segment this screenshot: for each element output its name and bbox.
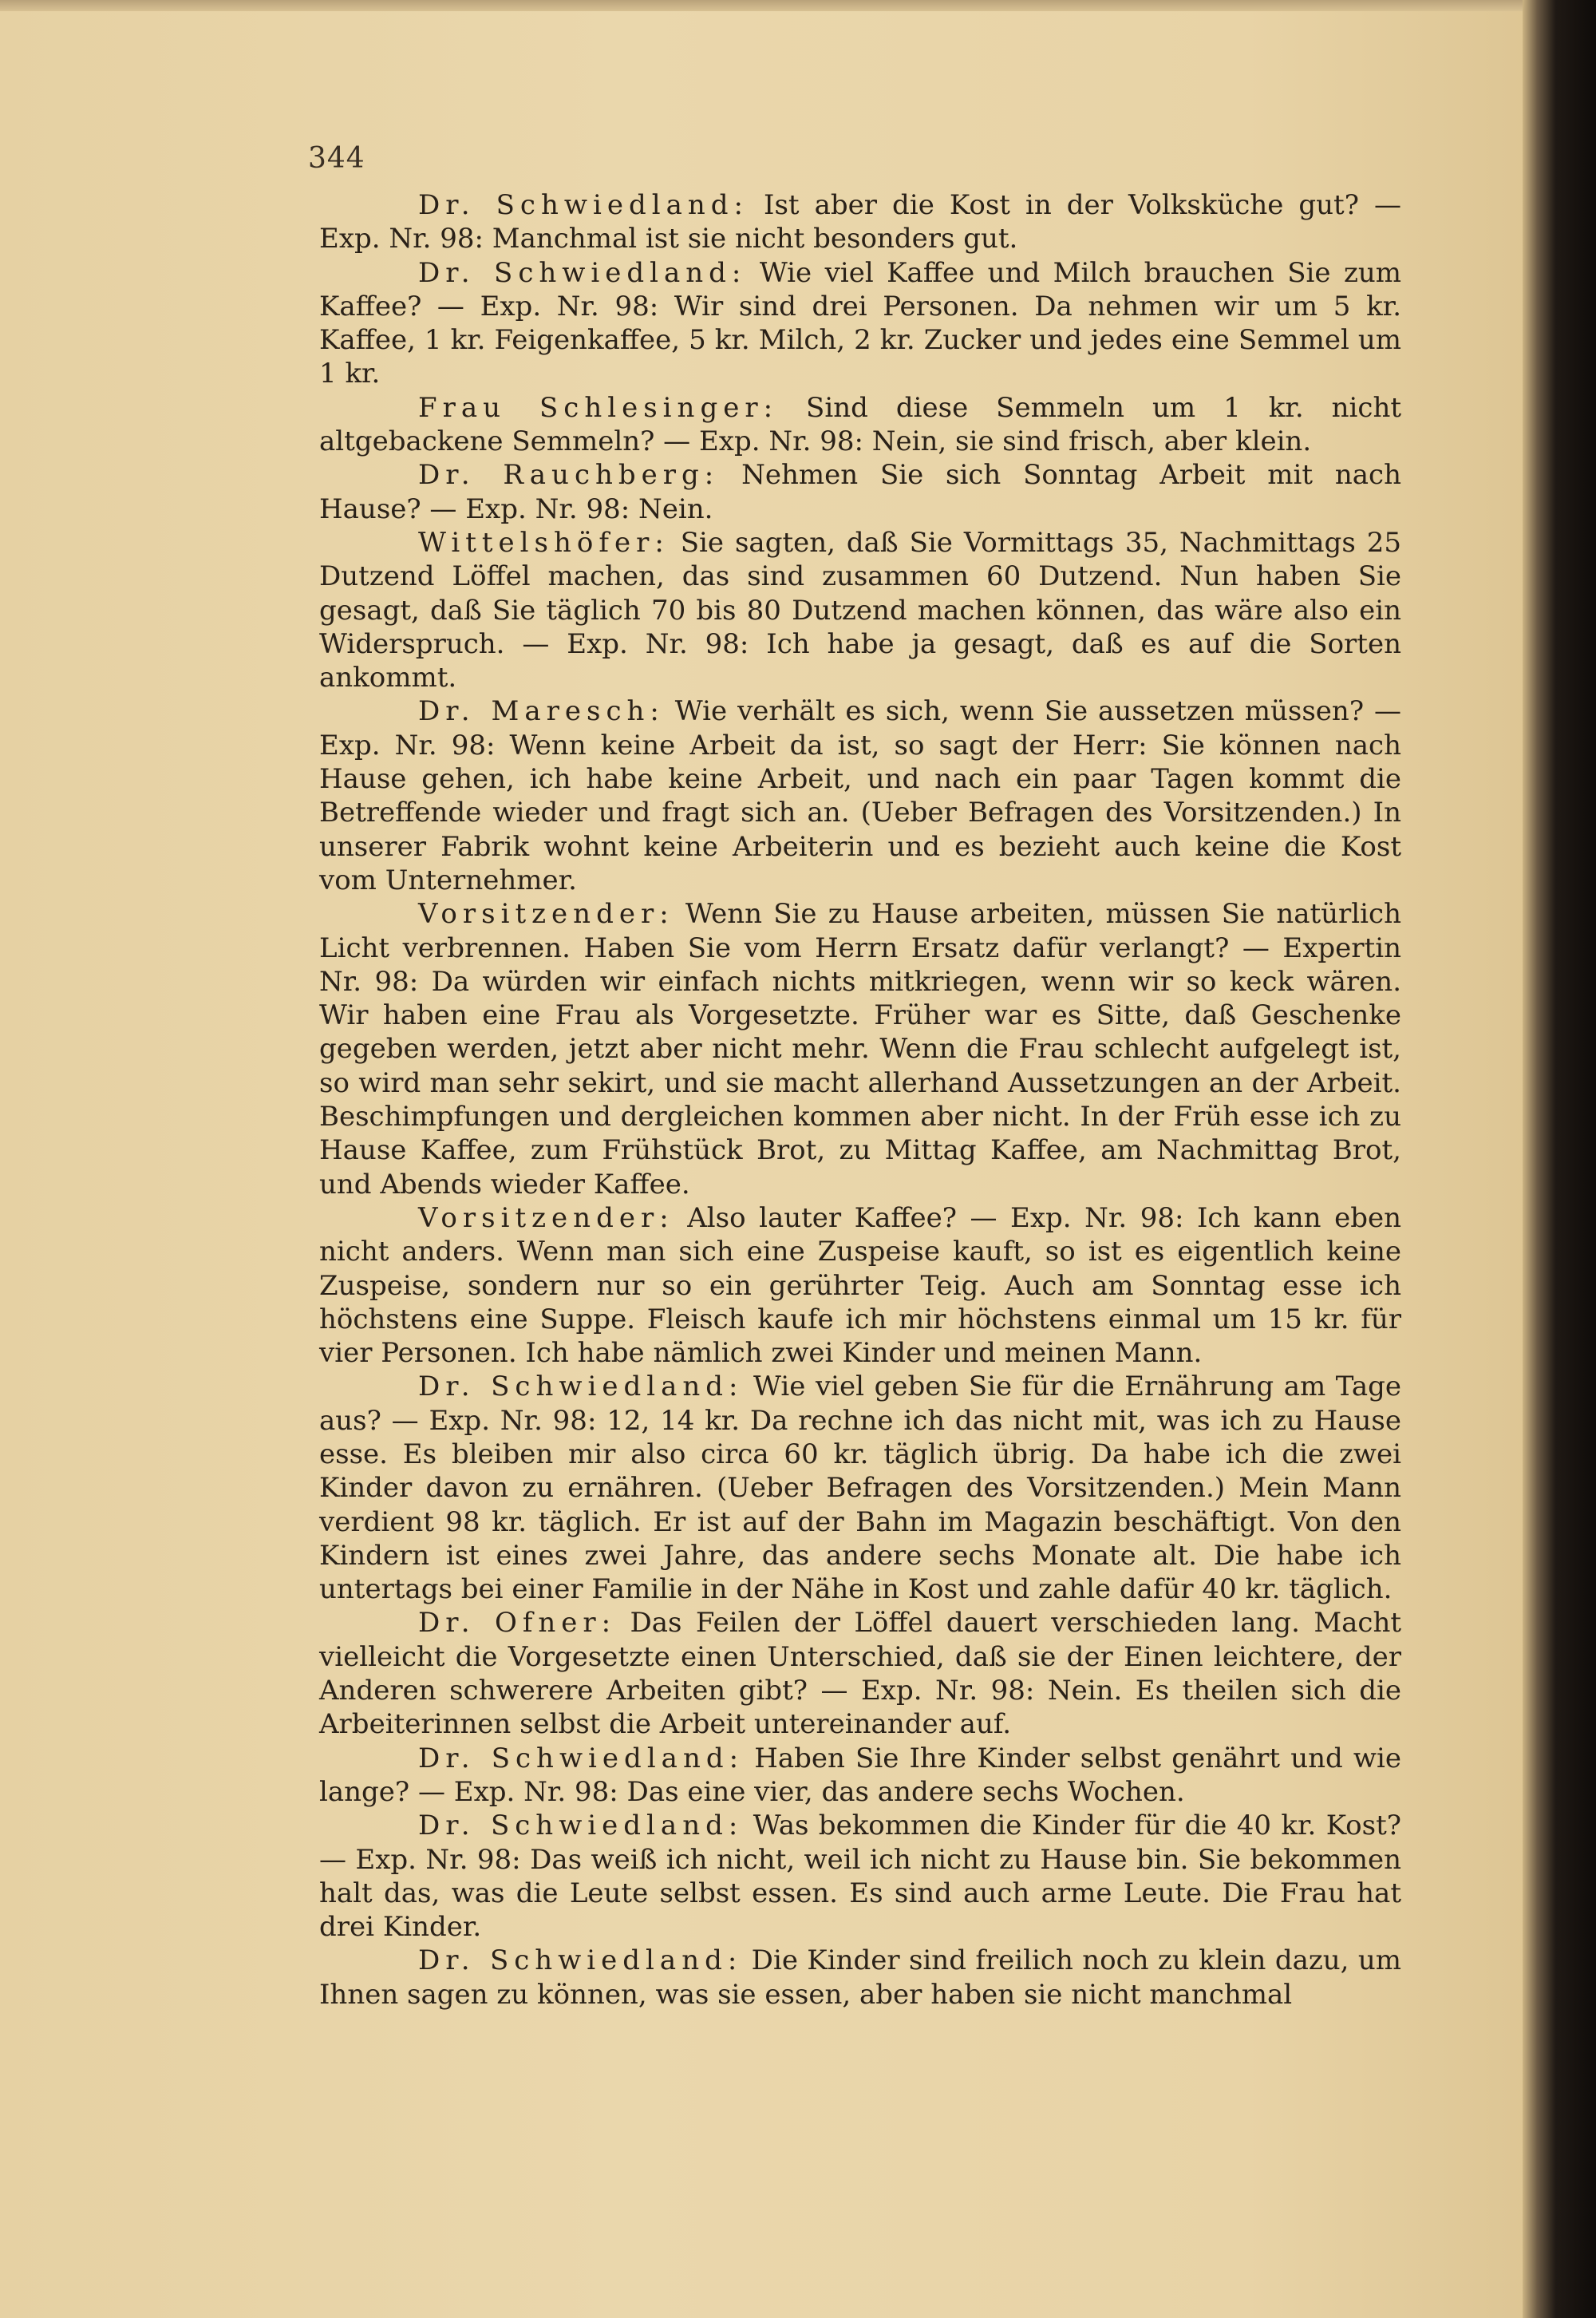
book-spine-shadow [1523, 0, 1596, 2318]
paragraph-text: Also lauter Kaffee? — Exp. Nr. 98: Ich kann eben nicht anders. Wenn man sich eine Zuspeise kauft, so ist es eigentlich keine Zuspeise, sondern nur so ein gerührter Teig. Auch am Sonntag esse ich höchstens eine Suppe. Fleisch kaufe ich mir höchstens einmal um 15 kr. für vier Personen. Ich habe nämlich zwei Kinder und meinen Mann. [319, 1201, 1401, 1370]
paragraph-text: Nehmen Sie sich Sonntag Arbeit mit nach Hause? — Exp. Nr. 98: Nein. [319, 459, 1401, 525]
speaker-name: Vorsitzender: [418, 898, 674, 931]
speaker-name: Frau Schlesinger: [418, 391, 779, 424]
speaker-name: Dr. Schwiedland: [418, 189, 749, 221]
speaker-name: Dr. Maresch: [418, 695, 665, 728]
paragraph-text: Was bekommen die Kinder für die 40 kr. Kost? — Exp. Nr. 98: Das weiß ich nicht, weil ich nicht zu Hause bin. Sie bekommen halt das, was die Leute selbst essen. Es sind auch arme Leute. Die Frau hat drei Kinder. [319, 1810, 1401, 1944]
paragraph-text: Wenn Sie zu Hause arbeiten, müssen Sie natürlich Licht verbrennen. Haben Sie vom Herrn Ersatz dafür verlangt? — Expertin Nr. 98: Da würden wir einfach nichts mitkriegen, wenn wir so keck wären. Wir haben eine Frau als Vorgesetzte. Früher war es Sitte, daß Geschenke gegeben werden, jetzt aber nicht mehr. Wenn die Frau schlecht aufgelegt ist, so wird man sehr sekirt, und sie macht allerhand Aussetzungen an der Arbeit. Beschimpfungen und dergleichen kommen aber nicht. In der Früh esse ich zu Hause Kaffee, zum Frühstück Brot, zu Mittag Kaffee, am Nachmittag Brot, und Abends wieder Kaffee. [319, 898, 1401, 1201]
page-top-edge [0, 0, 1558, 11]
speaker-name: Wittelshöfer: [418, 526, 670, 559]
paragraph-text: Wie verhält es sich, wenn Sie aussetzen müssen? — Exp. Nr. 98: Wenn keine Arbeit da ist, so sagt der Herr: Sie können nach Hause gehen, ich habe keine Arbeit, und nach ein paar Tagen kommt die Betreffende wieder und fragt sich an. (Ueber Befragen des Vorsitzenden.) In unserer Fabrik wohnt keine Arbeiterin und es bezieht auch keine die Kost vom Unternehmer. [319, 695, 1402, 896]
paragraph-text: Wie viel Kaffee und Milch brauchen Sie zum Kaffee? — Exp. Nr. 98: Wir sind drei Personen. Da nehmen wir um 5 kr. Kaffee, 1 kr. Feigenkaffee, 5 kr. Milch, 2 kr. Zucker und jedes eine Semmel um 1 kr. [319, 256, 1401, 390]
speaker-name: Dr. Schwiedland: [418, 1371, 744, 1403]
paragraph-text: Die Kinder sind freilich noch zu klein dazu, um Ihnen sagen zu können, was sie essen, aber haben sie nicht manchmal [319, 1944, 1401, 2011]
paragraph [319, 1370, 1401, 1606]
paragraph [319, 694, 1401, 897]
paragraph [319, 1944, 1401, 2011]
speaker-name: Dr. Rauchberg: [418, 459, 720, 492]
page-number: 344 [308, 142, 365, 175]
paragraph [319, 1809, 1401, 1944]
paragraph [319, 188, 1401, 256]
paragraph-text: Ist aber die Kost in der Volksküche gut? — Exp. Nr. 98: Manchmal ist sie nicht besonders gut. [319, 189, 1401, 255]
page-body [319, 188, 1401, 2011]
paragraph [319, 256, 1401, 391]
paragraph-text: Sind diese Semmeln um 1 kr. nicht altgebackene Semmeln? — Exp. Nr. 98: Nein, sie sind frisch, aber klein. [319, 391, 1401, 458]
paragraph-text: Haben Sie Ihre Kinder selbst genährt und wie lange? — Exp. Nr. 98: Das eine vier, das andere sechs Wochen. [319, 1742, 1401, 1808]
paragraph [319, 391, 1401, 459]
speaker-name: Dr. Schwiedland: [418, 256, 747, 289]
paragraph-text: Sie sagten, daß Sie Vormittags 35, Nachmittags 25 Dutzend Löffel machen, das sind zusammen 60 Dutzend. Nun haben Sie gesagt, daß Sie täglich 70 bis 80 Dutzend machen können, das wäre also ein Widerspruch. — Exp. Nr. 98: Ich habe ja gesagt, daß es auf die Sorten ankommt. [319, 526, 1401, 694]
paragraph [319, 1742, 1401, 1810]
speaker-name: Vorsitzender: [418, 1201, 674, 1234]
paragraph-text: Das Feilen der Löffel dauert verschieden lang. Macht vielleicht die Vorgesetzte einen Unterschied, daß sie der Einen leichtere, der Anderen schwerere Arbeiten gibt? — Exp. Nr. 98: Nein. Es theilen sich die Arbeiterinnen selbst die Arbeit untereinander auf. [319, 1607, 1401, 1741]
paragraph [319, 1606, 1401, 1741]
speaker-name: Dr. Ofner: [418, 1607, 617, 1640]
speaker-name: Dr. Schwiedland: [418, 1944, 743, 1977]
paragraph-text: Wie viel geben Sie für die Ernährung am Tage aus? — Exp. Nr. 98: 12, 14 kr. Da rechne ich das nicht mit, was ich zu Hause esse. Es bleiben mir also circa 60 kr. täglich übrig. Da habe ich die zwei Kinder davon zu ernähren. (Ueber Befragen des Vorsitzenden.) Mein Mann verdient 98 kr. täglich. Er ist auf der Bahn im Magazin beschäftigt. Von den Kindern ist eines zwei Jahre, das andere sechs Monate alt. Die habe ich untertags bei einer Familie in der Nähe in Kost und zahle dafür 40 kr. täglich. [319, 1371, 1402, 1606]
speaker-name: Dr. Schwiedland: [418, 1810, 744, 1842]
paragraph [319, 458, 1401, 526]
paragraph [319, 1201, 1401, 1370]
paragraph [319, 897, 1401, 1201]
paragraph [319, 526, 1401, 694]
speaker-name: Dr. Schwiedland: [418, 1742, 745, 1774]
